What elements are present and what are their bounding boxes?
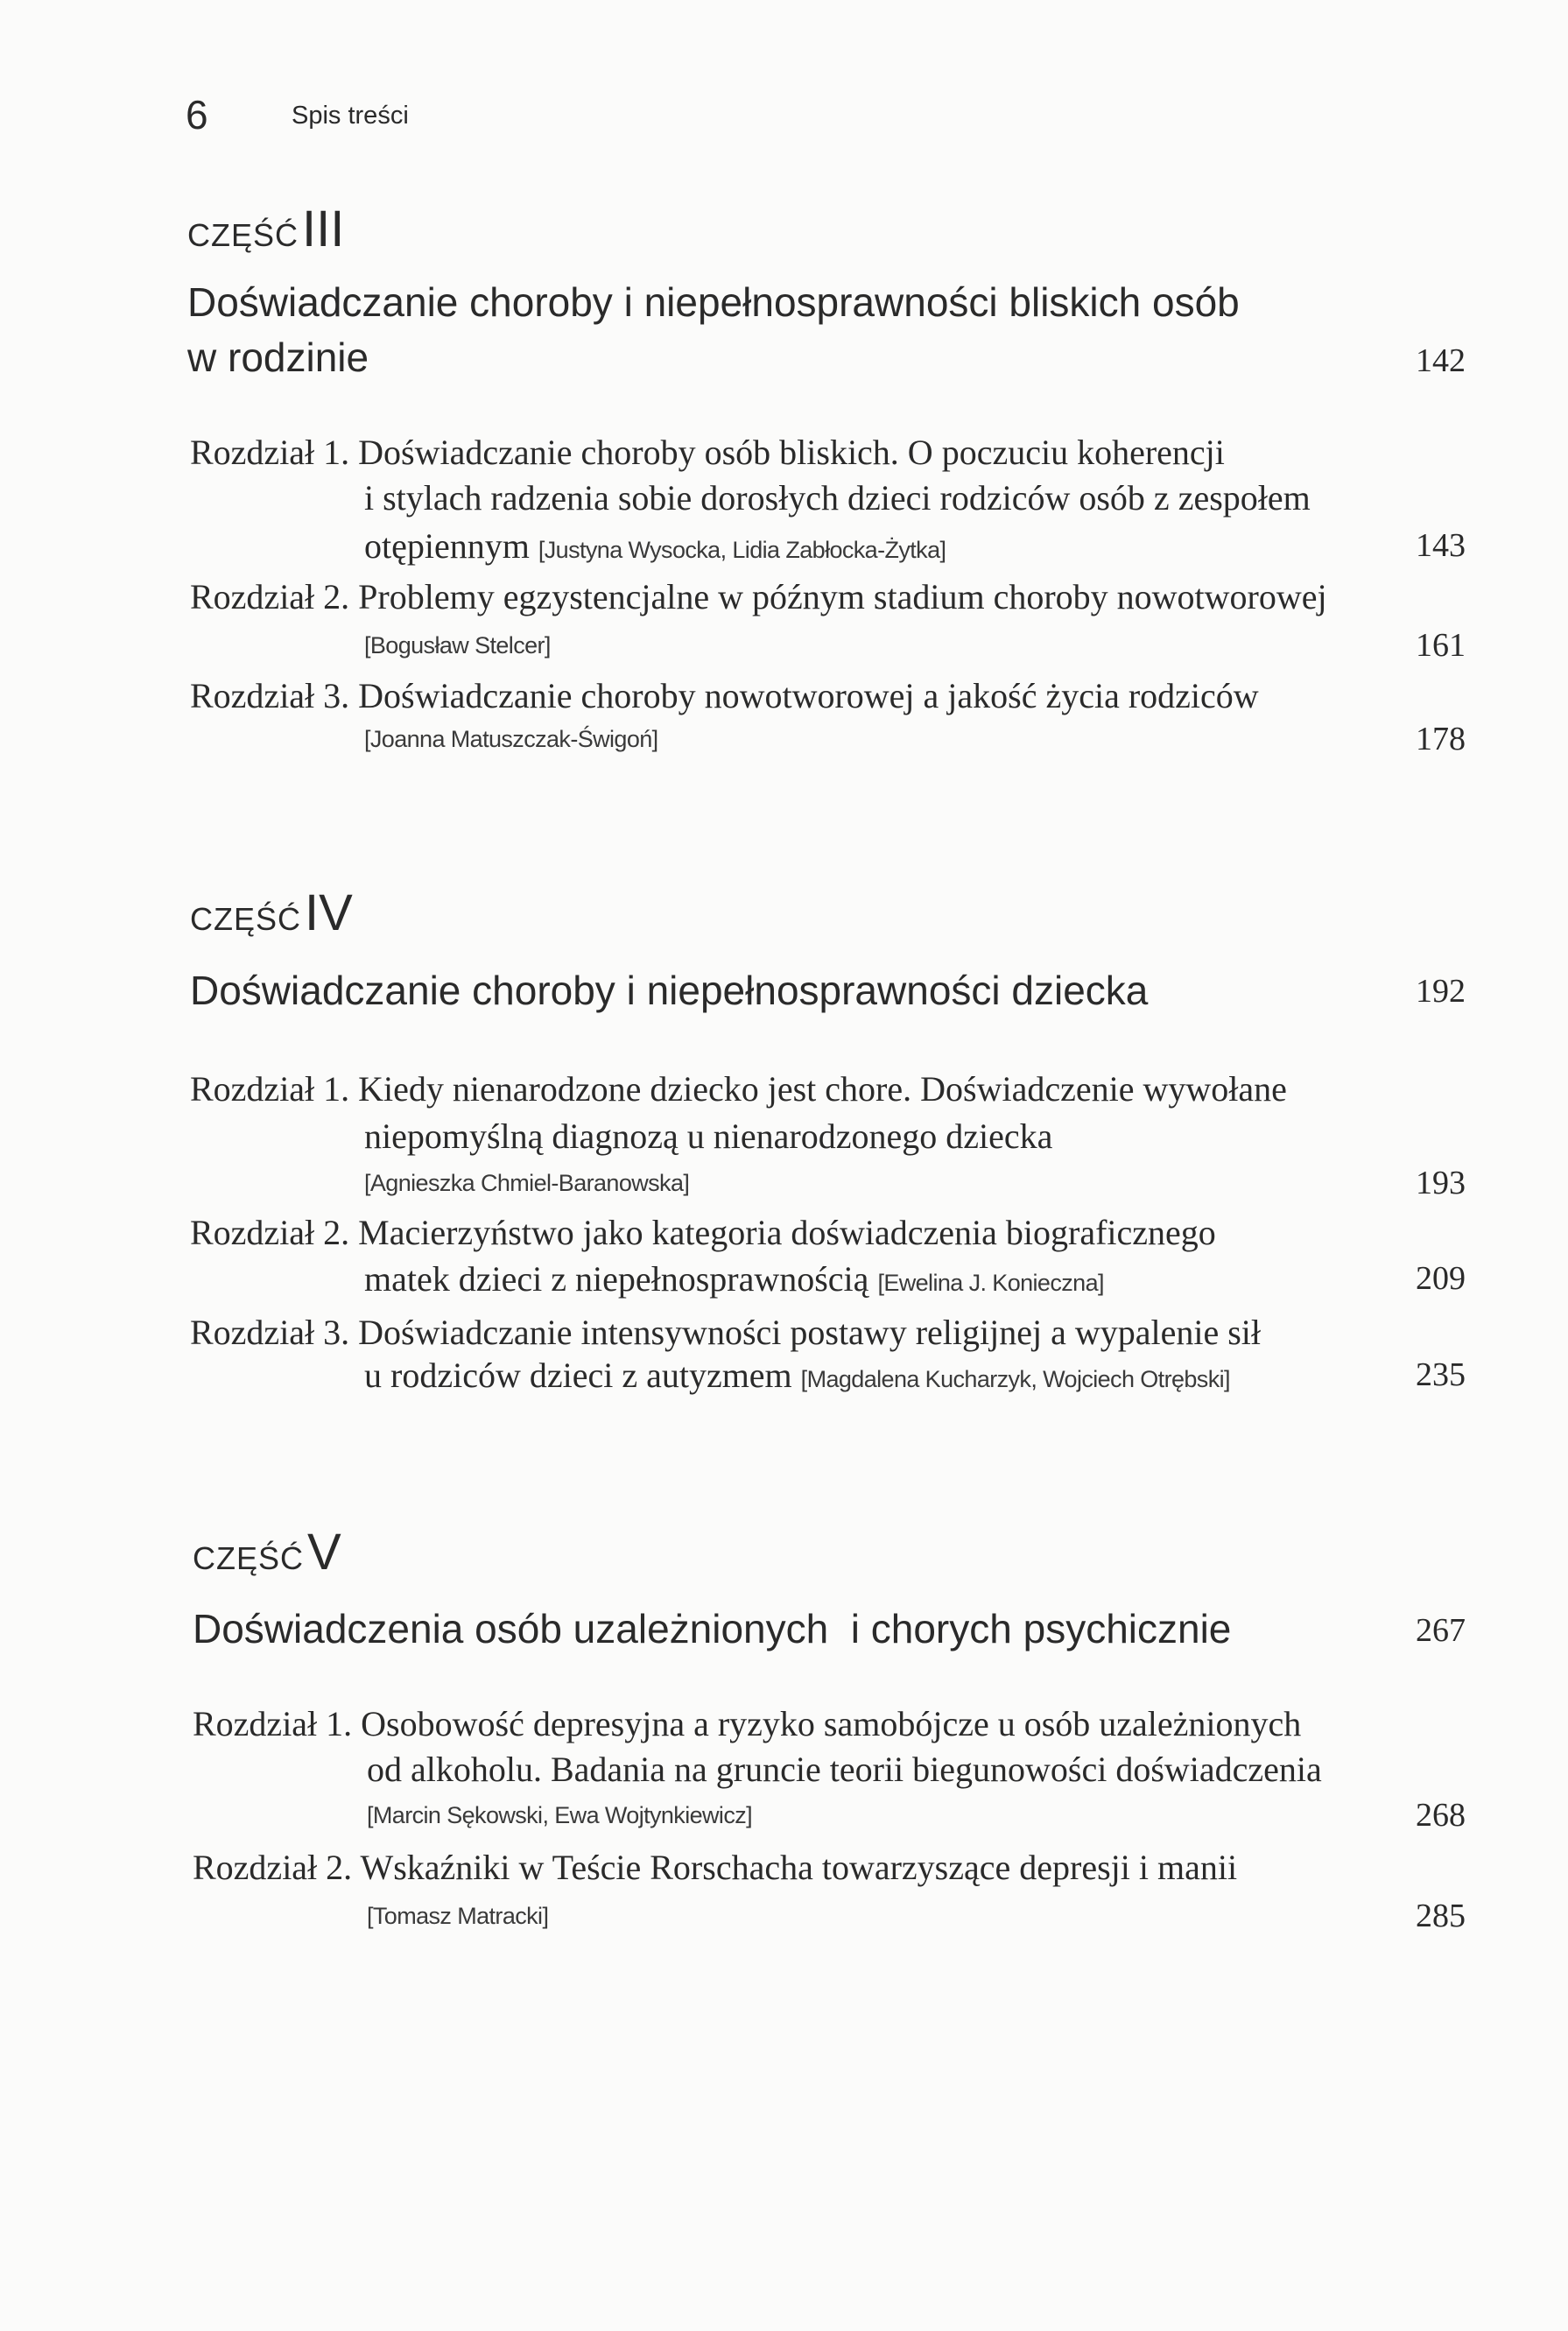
part-numeral: V — [307, 1524, 341, 1581]
page-ref[interactable]: 142 — [1416, 342, 1466, 379]
part-heading — [187, 200, 344, 258]
chapter-author: [Bogusław Stelcer] — [364, 632, 551, 658]
chapter-line — [190, 1212, 1216, 1253]
chapter-line — [364, 1258, 1104, 1299]
chapter-line — [190, 432, 1225, 473]
chapter-title: Kiedy nienarodzone dziecko jest chore. Doświadczenie wywołane — [358, 1069, 1287, 1109]
chapter-title: Macierzyństwo jako kategoria doświadczenia biograficznego — [358, 1213, 1216, 1252]
chapter-title: matek dzieci z niepełnosprawnością — [364, 1259, 869, 1299]
chapter-title: otępiennym — [364, 526, 530, 566]
part-title: Doświadczanie choroby i niepełnosprawności bliskich osób — [187, 279, 1240, 325]
chapter-title: Osobowość depresyjna a ryzyko samobójcze u osób uzależnionych — [361, 1704, 1302, 1743]
chapter-line — [364, 525, 946, 567]
part-label: CZĘŚĆ — [190, 901, 302, 937]
part-numeral: III — [302, 201, 345, 257]
page-ref[interactable]: 193 — [1416, 1165, 1466, 1201]
running-title: Spis treści — [292, 102, 409, 130]
chapter-author: [Marcin Sękowski, Ewa Wojtynkiewicz] — [367, 1802, 753, 1828]
part-heading — [190, 884, 353, 942]
page-ref[interactable]: 209 — [1416, 1260, 1466, 1297]
page-ref[interactable]: 235 — [1416, 1356, 1466, 1393]
part-numeral: IV — [305, 884, 353, 941]
chapter-title: i stylach radzenia sobie dorosłych dzieci rodziców osób z zespołem — [364, 478, 1311, 518]
chapter-author: [Justyna Wysocka, Lidia Zabłocka-Żytka] — [538, 537, 946, 563]
chapter-line — [190, 1068, 1287, 1109]
part-label: CZĘŚĆ — [187, 217, 299, 253]
chapter-author: [Agnieszka Chmiel-Baranowska] — [364, 1170, 690, 1196]
chapter-author: [Magdalena Kucharzyk, Wojciech Otrębski] — [800, 1366, 1230, 1392]
chapter-title: od alkoholu. Badania na gruncie teorii biegunowości doświadczenia — [367, 1750, 1322, 1789]
page-ref[interactable]: 143 — [1416, 527, 1466, 564]
chapter-line — [190, 1312, 1261, 1353]
chapter-line — [190, 675, 1259, 716]
chapter-line — [193, 1703, 1301, 1744]
chapter-title: u rodziców dzieci z autyzmem — [364, 1356, 792, 1395]
chapter-prefix: Rozdział 2. — [193, 1848, 353, 1887]
chapter-title: Doświadczanie intensywności postawy religijnej a wypalenie sił — [358, 1313, 1262, 1352]
chapter-title: Doświadczanie choroby osób bliskich. O poczuciu koherencji — [358, 433, 1225, 472]
chapter-prefix: Rozdział 1. — [190, 433, 350, 472]
chapter-prefix: Rozdział 3. — [190, 1313, 350, 1352]
chapter-prefix: Rozdział 3. — [190, 676, 350, 715]
chapter-title: Doświadczanie choroby nowotworowej a jakość życia rodziców — [358, 676, 1259, 715]
chapter-prefix: Rozdział 1. — [193, 1704, 353, 1743]
chapter-title: niepomyślną diagnozą u nienarodzonego dziecka — [364, 1116, 1053, 1156]
chapter-title: Wskaźniki w Teście Rorschacha towarzyszące depresji i manii — [360, 1848, 1238, 1887]
page-ref[interactable]: 161 — [1416, 627, 1466, 664]
chapter-title: Problemy egzystencjalne w późnym stadium choroby nowotworowej — [358, 577, 1327, 616]
chapter-author: [Joanna Matuszczak-Świgoń] — [364, 726, 658, 752]
chapter-prefix: Rozdział 1. — [190, 1069, 350, 1109]
part-title: Doświadczenia osób uzależnionych i chorych psychicznie — [193, 1606, 1232, 1651]
page-ref[interactable]: 178 — [1416, 721, 1466, 757]
chapter-line — [364, 1355, 1230, 1396]
chapter-line — [193, 1847, 1237, 1888]
page-ref[interactable]: 285 — [1416, 1898, 1466, 1934]
chapter-author: [Ewelina J. Konieczna] — [877, 1270, 1104, 1296]
part-title: Doświadczanie choroby i niepełnosprawności dziecka — [190, 968, 1149, 1013]
chapter-author: [Tomasz Matracki] — [367, 1903, 549, 1929]
page-ref[interactable]: 268 — [1416, 1797, 1466, 1834]
page-ref[interactable]: 192 — [1416, 973, 1466, 1010]
page-ref[interactable]: 267 — [1416, 1612, 1466, 1649]
chapter-prefix: Rozdział 2. — [190, 577, 350, 616]
page-number: 6 — [186, 92, 208, 137]
chapter-line — [190, 576, 1327, 617]
chapter-prefix: Rozdział 2. — [190, 1213, 350, 1252]
part-heading — [193, 1523, 341, 1581]
part-label: CZĘŚĆ — [193, 1540, 305, 1576]
part-title: w rodzinie — [187, 335, 369, 380]
